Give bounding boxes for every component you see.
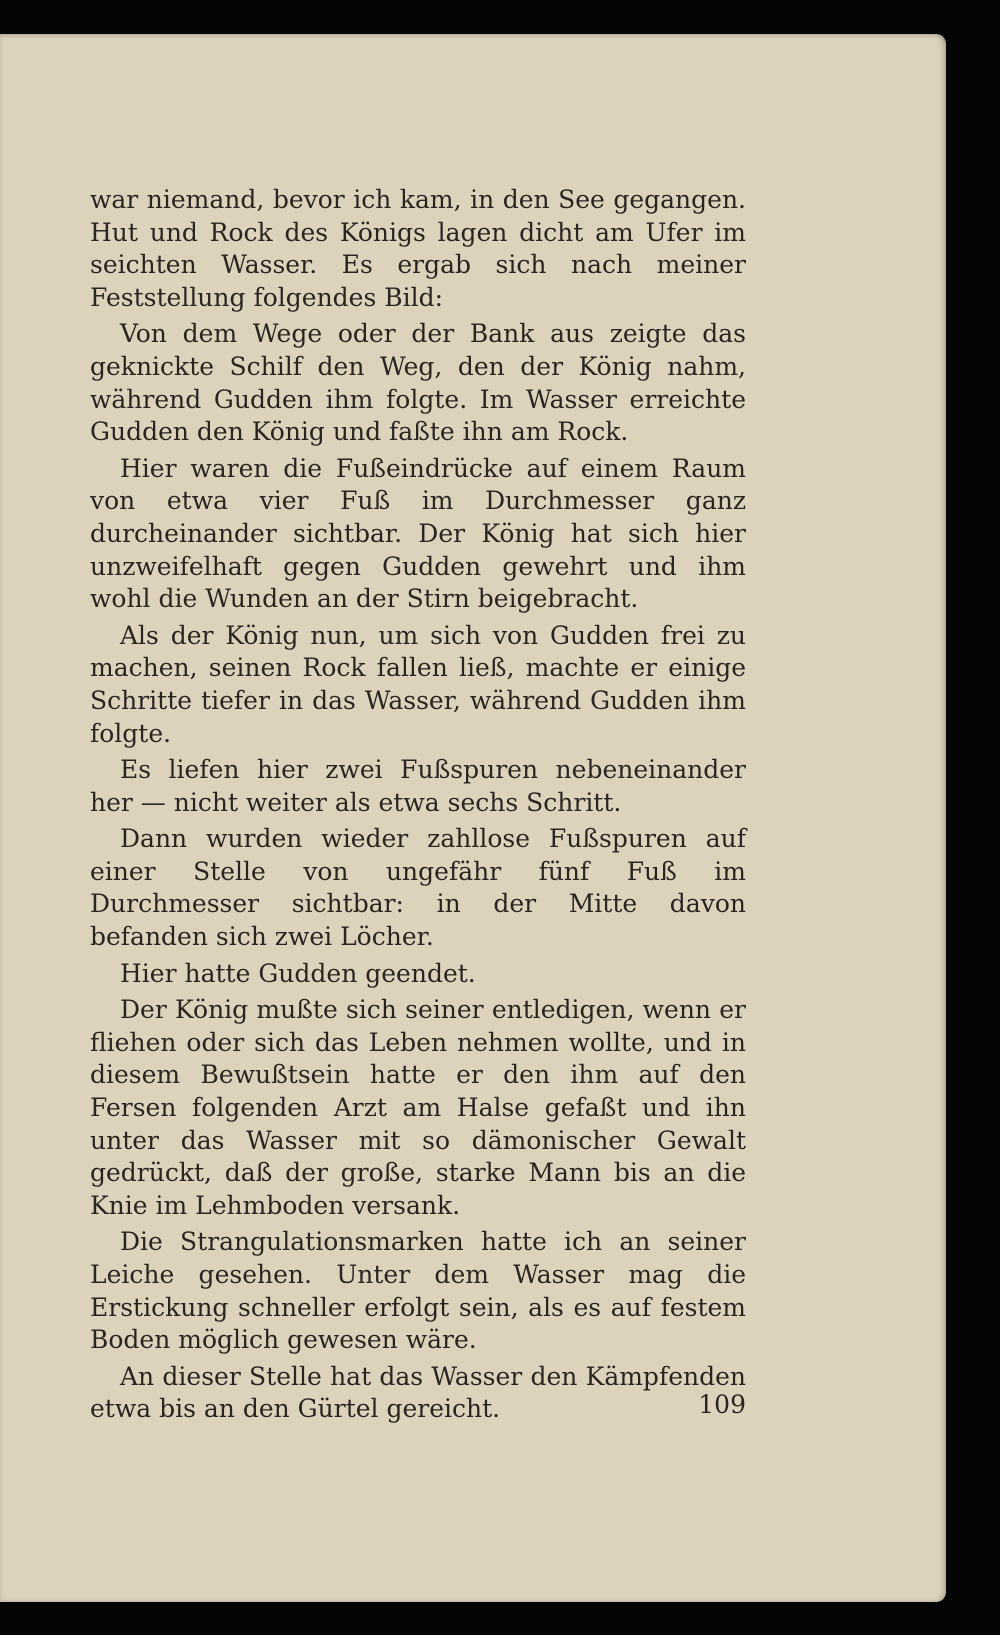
paragraph: Als der König nun, um sich von Gudden frei zu machen, seinen Rock fallen ließ, machte er einige Schritte tiefer in das Wasser, während Gudden ihm folgte.	[90, 620, 746, 748]
paragraph: Der König mußte sich seiner entledigen, wenn er fliehen oder sich das Leben nehmen wollte, und in diesem Bewußtsein hatte er den ihm auf den Fersen folgenden Arzt am Halse gefaßt und ihn unter das Wasser mit so dämonischer Gewalt gedrückt, daß der große, starke Mann bis an die Knie im Lehmboden versank.	[90, 995, 746, 1220]
body-text	[90, 184, 746, 1430]
book-page	[0, 34, 946, 1602]
paragraph: Hier waren die Fußeindrücke auf einem Raum von etwa vier Fuß im Durchmesser ganz durcheinander sichtbar. Der König hat sich hier unzweifelhaft gegen Gudden gewehrt und ihm wohl die Wunden an der Stirn beigebracht.	[90, 453, 746, 614]
paragraph: Dann wurden wieder zahllose Fußspuren auf einer Stelle von ungefähr fünf Fuß im Durchmesser sichtbar: in der Mitte davon befanden sich zwei Löcher.	[90, 824, 746, 952]
paragraph: Es liefen hier zwei Fußspuren nebeneinander her — nicht weiter als etwa sechs Schritt.	[90, 755, 746, 817]
paragraph: Von dem Wege oder der Bank aus zeigte das geknickte Schilf den Weg, den der König nahm, während Gudden ihm folgte. Im Wasser erreichte Gudden den König und faßte ihn am Rock.	[90, 319, 746, 447]
page-number: 109	[698, 1390, 746, 1419]
paragraph: Die Strangulationsmarken hatte ich an seiner Leiche gesehen. Unter dem Wasser mag die Erstickung schneller erfolgt sein, als es auf festem Boden möglich gewesen wäre.	[90, 1227, 746, 1355]
paragraph: An dieser Stelle hat das Wasser den Kämpfenden etwa bis an den Gürtel gereicht.	[90, 1361, 746, 1424]
paragraph: Hier hatte Gudden geendet.	[120, 958, 476, 988]
paragraph: war niemand, bevor ich kam, in den See gegangen. Hut und Rock des Königs lagen dicht am Ufer im seichten Wasser. Es ergab sich nach meiner Feststellung folgendes Bild:	[90, 185, 746, 312]
